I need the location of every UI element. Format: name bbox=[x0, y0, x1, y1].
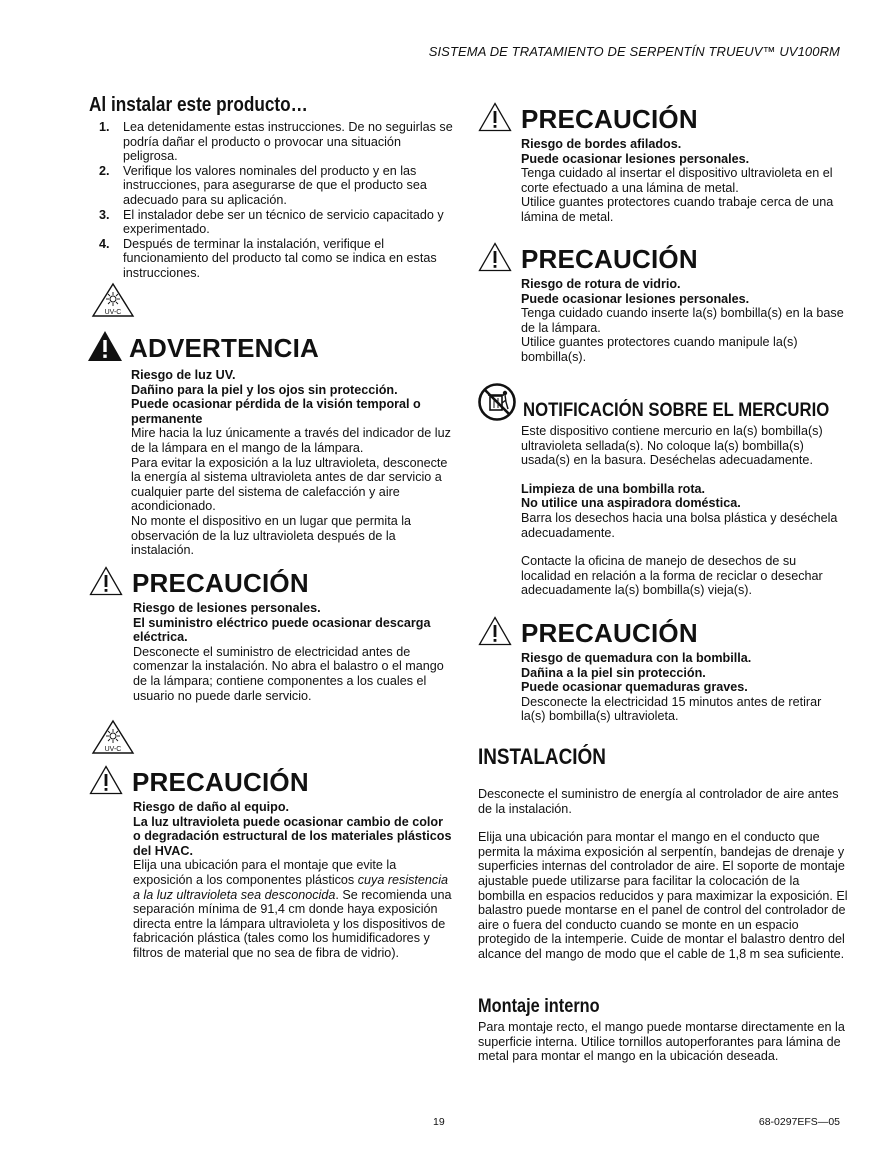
mercury-heading bbox=[477, 382, 847, 427]
caution-bold-1: Riesgo de daño al equipo. bbox=[133, 800, 290, 814]
internal-mount-para-1: Para montaje recto, el mango puede montarse directamente en la superficie interna. Utilice tornillos autoperforantes para lámina de metal para montar el mango en la ubicación deseada. bbox=[478, 1020, 845, 1064]
caution-bold-2: Puede ocasionar lesiones personales. bbox=[521, 291, 750, 306]
caution-text-1: Desconecte la electricidad 15 minutos antes de retirar la(s) bombilla(s) ultravioleta. bbox=[521, 694, 822, 724]
caution-bold-2: La luz ultravioleta puede ocasionar cambio de color o degradación estructural de los materiales plásticos del HVAC. bbox=[133, 814, 452, 858]
uvc-hazard-icon bbox=[91, 282, 135, 323]
caution-title: PRECAUCIÓN bbox=[132, 767, 309, 797]
install-title bbox=[89, 94, 454, 117]
caution-bold-2: El suministro eléctrico puede ocasionar descarga eléctrica. bbox=[133, 615, 431, 645]
caution-block-1 bbox=[89, 566, 454, 703]
list-item: 3. El instalador debe ser un técnico de servicio capacitado y experimentado. bbox=[99, 207, 444, 237]
mercury-text-2: Barra los desechos hacia una bolsa plástica y deséchela adecuadamente. bbox=[521, 510, 838, 540]
install-title-text: Al instalar este producto… bbox=[89, 94, 308, 116]
internal-mount-section bbox=[478, 996, 848, 1064]
caution-block-2 bbox=[89, 765, 454, 961]
caution-text-1: Tenga cuidado cuando inserte la(s) bombilla(s) en la base de la lámpara. bbox=[521, 306, 844, 335]
no-trash-icon bbox=[477, 382, 517, 427]
caution-icon bbox=[478, 102, 512, 137]
page-header: SISTEMA DE TRATAMIENTO DE SERPENTÍN TRUEUV™ UV100RM bbox=[428, 44, 840, 59]
caution-text-1: Elija una ubicación para el montaje que evite la exposición a los componentes plásticos cuya resistencia a la luz ultravioleta sea desconocida. Se recomienda una separación mínima de 91,4 cm donde haya exposición directa entre la lámpara ultravioleta y los dispositivos de fabricación plástica (tales como los humidificadores y filtros de material que no sea de fibra de vidrio). bbox=[133, 858, 452, 960]
caution-heading bbox=[89, 566, 454, 601]
uvc-hazard-icon bbox=[91, 719, 135, 760]
warning-text-2: Para evitar la exposición a la luz ultravioleta, desconecte la energía al sistema ultravioleta antes de dar servicio a cualquier parte del sistema de calefacción y aire acondicionado. bbox=[131, 455, 448, 514]
warning-bold-2: Dañino para la piel y los ojos sin protección. bbox=[131, 382, 398, 397]
caution-block-5 bbox=[478, 616, 848, 724]
warning-heading bbox=[87, 330, 452, 367]
caution-title: PRECAUCIÓN bbox=[132, 568, 309, 598]
page-number: 19 bbox=[433, 1116, 445, 1128]
caution-block-3 bbox=[478, 102, 848, 225]
warning-text-3: No monte el dispositivo en un lugar que permita la observación de la luz ultravioleta después de la instalación. bbox=[131, 513, 412, 558]
mercury-block bbox=[477, 382, 847, 598]
warning-block bbox=[87, 330, 452, 558]
installation-title: INSTALACIÓN bbox=[478, 744, 606, 769]
mercury-bold-2: No utilice una aspiradora doméstica. bbox=[521, 496, 741, 511]
caution-heading bbox=[478, 242, 848, 277]
caution-icon bbox=[478, 616, 512, 651]
mercury-text-3: Contacte la oficina de manejo de desechos de su localidad en relación a la forma de reciclar o desechar adecuadamente la(s) bombilla(s) vieja(s). bbox=[521, 554, 823, 598]
caution-icon bbox=[478, 242, 512, 277]
mercury-title: NOTIFICACIÓN SOBRE EL MERCURIO bbox=[523, 399, 830, 421]
caution-bold-2: Dañina a la piel sin protección. bbox=[521, 665, 706, 680]
uvc-label: UV-C bbox=[104, 746, 122, 753]
installation-para-1: Desconecte el suministro de energía al controlador de aire antes de la instalación. bbox=[478, 787, 839, 816]
list-item: 1. Lea detenidamente estas instrucciones. De no seguirlas se podría dañar el producto o provocar una situación peligrosa. bbox=[99, 120, 453, 164]
internal-mount-title: Montaje interno bbox=[478, 996, 600, 1017]
installation-section bbox=[478, 744, 848, 962]
caution-bold-1: Riesgo de rotura de vidrio. bbox=[521, 277, 681, 291]
install-steps bbox=[89, 120, 454, 281]
uvc-label: UV-C bbox=[104, 309, 122, 316]
warning-text-1: Mire hacia la luz únicamente a través del indicador de luz de la lámpara en el mango de la lámpara. bbox=[131, 426, 451, 455]
mercury-bold-1: Limpieza de una bombilla rota. bbox=[521, 481, 706, 496]
mercury-text-1: Este dispositivo contiene mercurio en la(s) bombilla(s) ultravioleta sellada(s). No coloque la(s) bombilla(s) usada(s) en la basura. Deséchelas adecuadamente. bbox=[521, 424, 823, 468]
list-item: 2. Verifique los valores nominales del producto y en las instrucciones, para asegurarse de que el producto sea adecuado para su aplicación. bbox=[99, 163, 427, 207]
warning-title: ADVERTENCIA bbox=[129, 333, 319, 363]
caution-bold-1: Riesgo de bordes afilados. bbox=[521, 137, 682, 151]
caution-text-1: Desconecte el suministro de electricidad antes de comenzar la instalación. No abra el balastro o el mango de la lámpara; contiene componentes a los cuales el usuario no puede darle servicio. bbox=[133, 644, 444, 703]
caution-bold-1: Riesgo de quemadura con la bombilla. bbox=[521, 651, 752, 665]
doc-code: 68-0297EFS—05 bbox=[758, 1116, 840, 1128]
caution-block-4 bbox=[478, 242, 848, 365]
caution-heading bbox=[89, 765, 454, 800]
caution-text-2: Utilice guantes protectores cuando manipule la(s) bombilla(s). bbox=[521, 335, 798, 364]
caution-bold-2: Puede ocasionar lesiones personales. bbox=[521, 151, 750, 166]
caution-icon bbox=[89, 765, 123, 800]
caution-icon bbox=[89, 566, 123, 601]
warning-bold-3: Puede ocasionar pérdida de la visión temporal o permanente bbox=[131, 397, 421, 426]
installation-para-2: Elija una ubicación para montar el mango en el conducto que permita la máxima exposición al serpentín, bandejas de drenaje y superficies internas del controlador de aire. El soporte de montaje ajustable puede utilizarse para facilitar la colocación de la bombilla en espacios reducidos y para maximizar la exposición. El balastro puede montarse en el panel de control del controlador de aire o fuera del conducto cuando se monte en un espacio protegido de la intemperie. Cuide de montar el balastro dentro del alcance del mango de modo que el cable de 1,8 m sea suficiente. bbox=[478, 830, 848, 961]
caution-text-2: Utilice guantes protectores cuando trabaje cerca de una lámina de metal. bbox=[521, 195, 834, 224]
warning-bold-1: Riesgo de luz UV. bbox=[131, 368, 236, 382]
caution-title: PRECAUCIÓN bbox=[521, 244, 698, 274]
caution-title: PRECAUCIÓN bbox=[521, 618, 698, 648]
caution-heading bbox=[478, 102, 848, 137]
warning-icon bbox=[87, 330, 123, 367]
caution-text-1: Tenga cuidado al insertar el dispositivo ultravioleta en el corte efectuado a una lámina de metal. bbox=[521, 166, 833, 195]
caution-bold-3: Puede ocasionar quemaduras graves. bbox=[521, 680, 748, 695]
caution-heading bbox=[478, 616, 848, 651]
caution-title: PRECAUCIÓN bbox=[521, 104, 698, 134]
caution-bold-1: Riesgo de lesiones personales. bbox=[133, 601, 321, 615]
list-item: 4. Después de terminar la instalación, verifique el funcionamiento del producto tal como se indica en estas instrucciones. bbox=[99, 236, 437, 280]
